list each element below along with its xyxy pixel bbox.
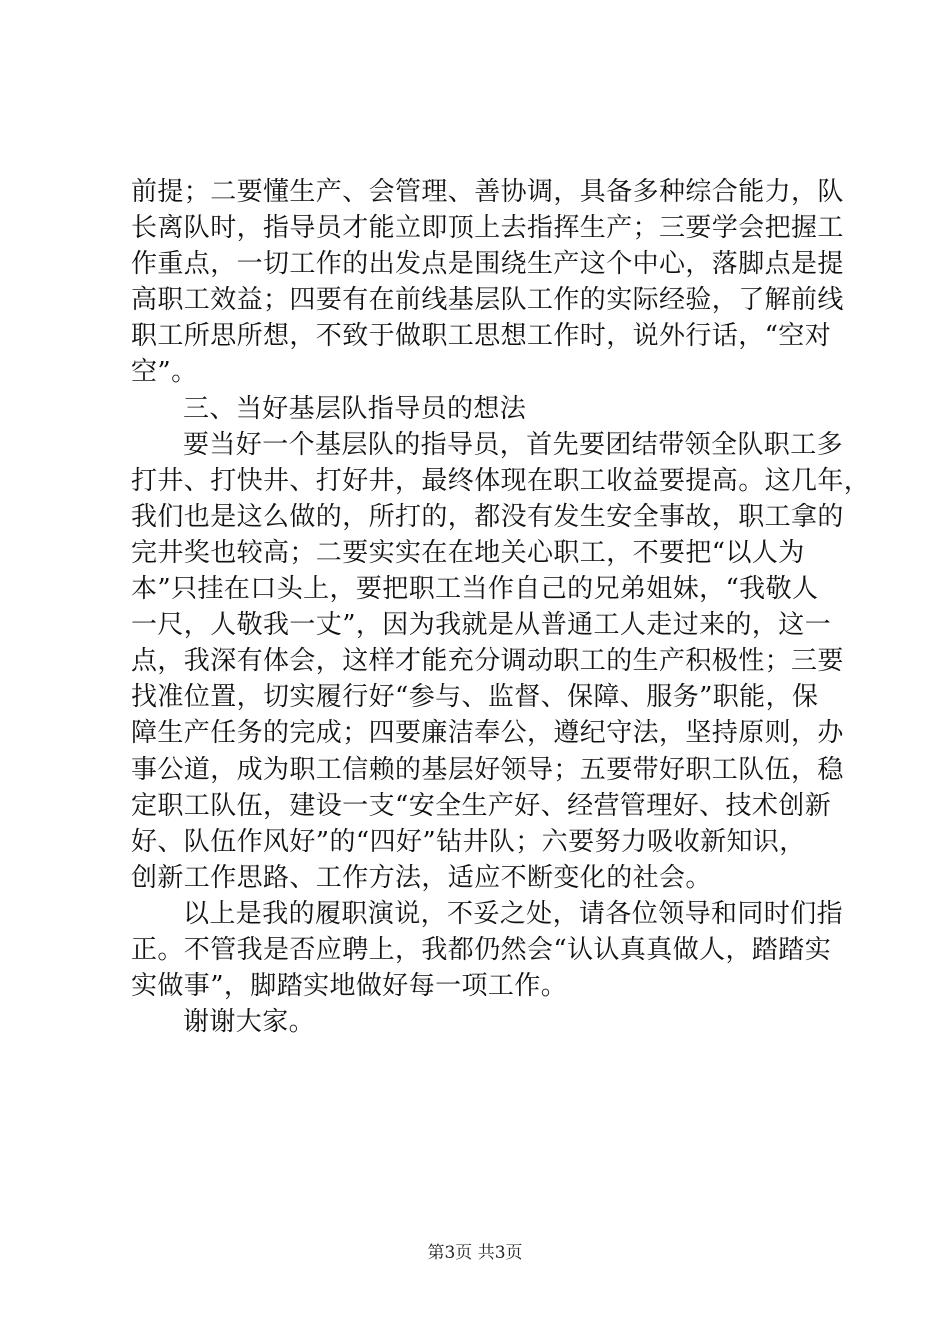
text-line: 谢谢大家。 — [183, 1007, 316, 1038]
text-line: 要当好一个基层队的指导员，首先要团结带领全队职工多 — [183, 429, 844, 460]
text-line: 定职工队伍，建设一支“安全生产好、经营管理好、技术创新 — [131, 790, 832, 821]
text-line: 一尺，人敬我一丈”，因为我就是从普通工人走过来的，这一 — [131, 610, 832, 641]
text-line: 三、当好基层队指导员的想法 — [183, 393, 527, 424]
text-line: 事公道，成为职工信赖的基层好领导；五要带好职工队伍，稳 — [131, 754, 844, 785]
text-line: 打井、打快井、打好井，最终体现在职工收益要提高。这几年， — [131, 465, 871, 496]
text-line: 点，我深有体会，这样才能充分调动职工的生产积极性；三要 — [131, 646, 844, 677]
text-line: 空”。 — [131, 357, 198, 388]
text-line: 长离队时，指导员才能立即顶上去指挥生产；三要学会把握工 — [131, 213, 844, 244]
page-footer: 第3页 共3页 — [427, 1243, 523, 1263]
text-line: 完井奖也较高；二要实实在在地关心职工，不要把“以人为 — [131, 537, 805, 568]
text-line: 正。不管我是否应聘上，我都仍然会“认认真真做人，踏踏实 — [131, 934, 832, 965]
text-line: 实做事”，脚踏实地做好每一项工作。 — [131, 971, 568, 1002]
text-line: 找准位置，切实履行好“参与、监督、保障、服务”职能，保 — [131, 682, 819, 713]
text-line: 作重点，一切工作的出发点是围绕生产这个中心，落脚点是提 — [131, 249, 844, 280]
text-line: 障生产任务的完成；四要廉洁奉公，遵纪守法，坚持原则，办 — [131, 718, 844, 749]
text-line: 我们也是这么做的，所打的，都没有发生安全事故，职工拿的 — [131, 501, 844, 532]
text-line: 前提；二要懂生产、会管理、善协调，具备多种综合能力，队 — [131, 177, 844, 207]
text-line: 职工所思所想，不致于做职工思想工作时，说外行话，“空对 — [131, 321, 832, 352]
text-line: 高职工效益；四要有在前线基层队工作的实际经验，了解前线 — [131, 285, 844, 316]
text-line: 好、队伍作风好”的“四好”钻井队；六要努力吸收新知识， — [131, 826, 806, 857]
body-text — [131, 174, 871, 1040]
text-line: 创新工作思路、工作方法，适应不断变化的社会。 — [131, 862, 712, 893]
text-line: 本”只挂在口头上，要把职工当作自己的兄弟姐妹，“我敬人 — [131, 574, 819, 605]
text-line: 以上是我的履职演说，不妥之处，请各位领导和同时们指 — [183, 898, 844, 929]
